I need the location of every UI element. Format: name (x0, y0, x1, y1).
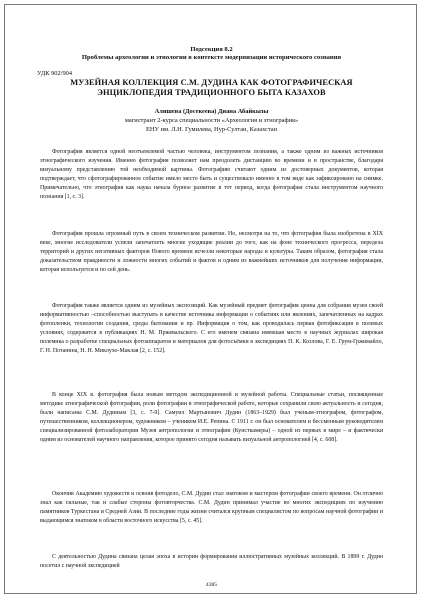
author-affiliation-line-2: ЕНУ им. Л.Н. Гумилева, Нур-Султан, Казахстан (145, 126, 278, 133)
author-name: Алишева (Досекеева) Диана Абайкызы (154, 108, 269, 115)
body-paragraph-4: В конце XIX в. фотография была новым методом экспедиционной и музейной работы. Специальные статьи, посвященные методике этнографической фотографии, роли фотографии в этнографической работе, которые сохранили свою актуальность и сегодня, были написаны С.М. Дудиным [3, с. 7-9]. Самуил Мартынович Дудин (1863–1929) был ученым-этнографом, фотографом, путешественником, коллекционером, художником – учеником И.Е. Репина. С 1911 г. он был основателем и бессменным руководителем специализированной фотолаборатории Музея антропологии и этнографии (Кунсткамеры) – одной из первых в мире – и фактически одним из основателей научного направления, которое принято сегодня называть визуальной антропологией [4, с. 608]. (40, 392, 383, 444)
article-title-line-2: ЭНЦИКЛОПЕДИЯ ТРАДИЦИОННОГО БЫТА КАЗАХОВ (97, 88, 326, 97)
body-paragraph-5: Окончив Академию художеств и освоив фотодело, С.М. Дудин стал знатоком и мастером фотографии своего времени. Он отлично знал как сильные, так и слабые стороны фотовторчества. С.М. Дудин принимал участие во многих экспедициях по изучению памятников Туркестана и Средней Азии. В последние годы жизни считался крупным специалистом по вопросам научной фотографии и выдающимся знатоком в области восточного искусства [5, с. 45]. (40, 491, 383, 525)
subsection-title: Проблемы археологии и этнологии в контексте модернизации исторического сознания (81, 54, 342, 61)
body-paragraph-6: С деятельностью Дудина связана целая эпоха в истории формирования иллюстративных музейных коллекций. В 1899 г. Дудин посетил с научной экспедицией (40, 554, 383, 570)
article-title-line-1: МУЗЕЙНАЯ КОЛЛЕКЦИЯ С.М. ДУДИНА КАК ФОТОГРАФИЧЕСКАЯ (70, 78, 353, 87)
author-affiliation-line-1: магистрант 2-курса специальности «Археология и этнография» (124, 117, 299, 124)
subsection-heading: Подсекция 8.2 (190, 46, 233, 53)
body-paragraph-3: Фотография также является одним из музейных экспозиций. Как музейный предмет фотография ценна для собрания музея своей информативностью –способностью выступать в качестве источника информации о событиях или явлениях, запечатленных на кадрах фотопленки, технологии создания, среды бытования и пр. Информация о том, как проводилась первая фотофиксация в полевых условиях, содержится в публикациях Н. М. Пржевальского. С его именем связана имевшая место в научных журналах широкая полемика о разработке специальных фотоаппаратов и материалов для фотосъёмки в экспедициях П. К. Козлова, Г. Е. Грум-Гржимайло, Г. Н. Потанина, Н. Н. Миклухо-Маклая [2, с. 152]. (40, 303, 383, 355)
body-paragraph-2: Фотография прошла огромный путь в своем техническом развитии. Но, несмотря на то, что фотография была изобретена в XIX веке, многие исследователи успели запечатлеть многие уходящие реалии до того, как на фоне технического прогресса, передела территорий и других негативных факторов Нового времени исчезли некоторые народы и культуры. Таким образом, фотография стала доказательством правдивости и ложности многих событий и фактов и одним из важнейших источников для получения информации, которая используется и по сей день. (40, 231, 383, 274)
udk-code: УДК 902/904 (37, 70, 73, 77)
body-paragraph-1: Фотография является одной неотъемлемой частью человека, инструментом познания, а также одним из важных источников этнографического изучения. Именно фотография позволяет нам преодолеть дистанцию во времени и в пространстве, благодаря визуальному представлению той необходимой картины. Фотографию считают одним из достоверных документов, которая подтверждает, что сфотографированное событие имело место быть и существовало именно в том виде как зафиксировано на снимке. Примечательно, что этнография как наука начала бурное развитие в тот период, когда фотография стала инструментом научного познания [1, с. 3]. (40, 149, 383, 201)
page-number: 4385 (205, 582, 218, 588)
